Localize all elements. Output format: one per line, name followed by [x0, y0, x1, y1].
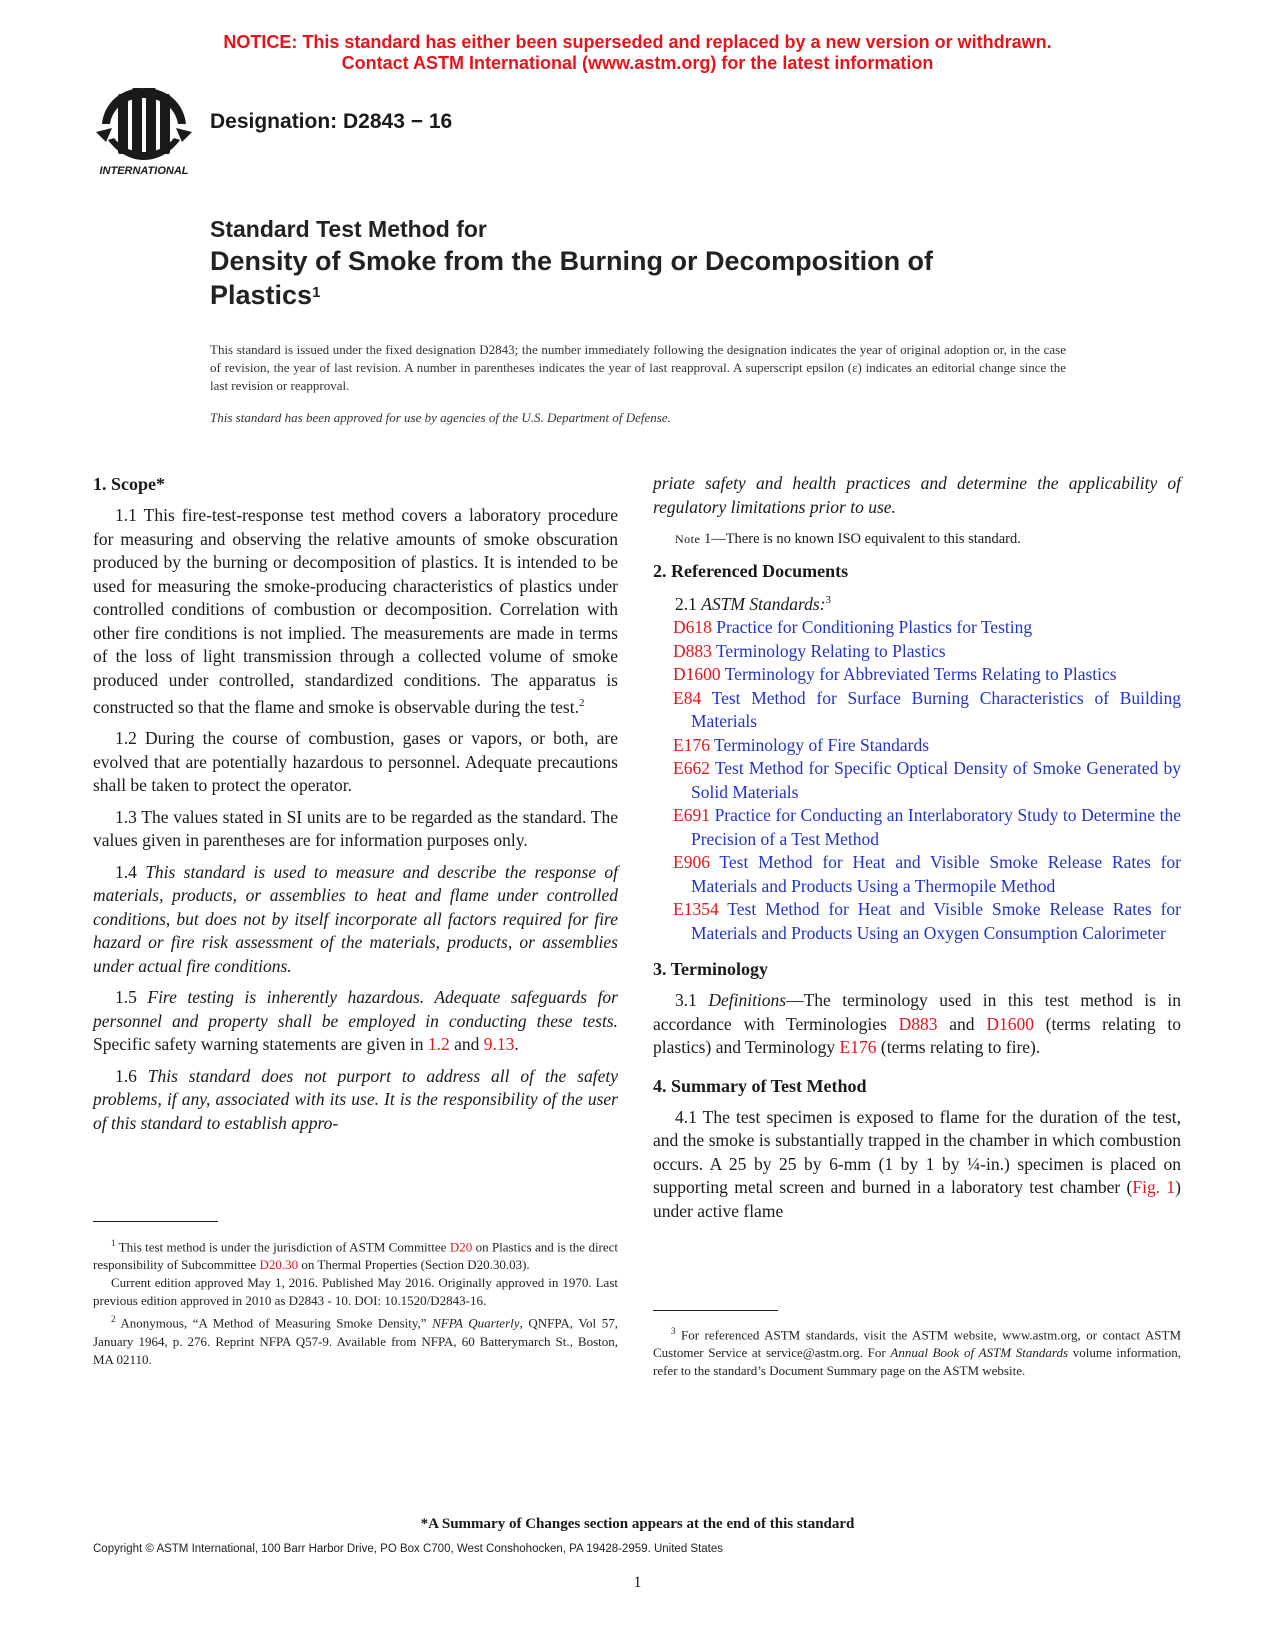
reference-code[interactable]: E176 [673, 734, 710, 755]
link-1-2[interactable]: 1.2 [427, 1034, 450, 1055]
reference-code[interactable]: E691 [673, 805, 710, 826]
reference-item[interactable] [653, 898, 1181, 945]
reference-code[interactable]: D618 [673, 617, 712, 638]
designation: Designation: D2843 − 16 [210, 110, 453, 133]
footnote-1-edition: Current edition approved May 1, 2016. Published May 2016. Originally approved in 1970. Last previous edition approved in 2010 as D2843 - 10. DOI: 10.1520/D2843-16. [93, 1275, 618, 1309]
reference-code[interactable]: E1354 [673, 899, 719, 920]
reference-title[interactable]: Terminology for Abbreviated Terms Relating to Plastics [724, 664, 1117, 685]
logo-text: INTERNATIONAL [99, 165, 189, 177]
dod-statement: This standard has been approved for use by agencies of the U.S. Department of Defense. [210, 410, 671, 425]
reference-title[interactable]: Practice for Conditioning Plastics for Testing [716, 617, 1033, 638]
reference-item[interactable] [653, 616, 1181, 640]
reference-code[interactable]: D1600 [673, 664, 721, 685]
title-line-2: Density of Smoke from the Burning or Decomposition of [210, 246, 934, 276]
astm-logo [88, 80, 200, 180]
section-terminology-heading: 3. Terminology [653, 959, 769, 980]
title-line-1: Standard Test Method for [210, 216, 487, 242]
reference-title[interactable]: Test Method for Heat and Visible Smoke Release Rates for Materials and Products Using an Oxygen Consumption Calorimeter [691, 899, 1181, 943]
reference-item[interactable] [653, 757, 1181, 804]
reference-code[interactable]: E84 [673, 687, 702, 708]
note-1: Note 1—There is no known ISO equivalent to this standard. [675, 531, 1021, 547]
para-1-4: 1.4 This standard is used to measure and describe the response of materials, products, or assemblies to heat and flame under controlled conditions, but does not by itself incorporate all factors required for fire hazard or fire risk assessment of the materials, products, or assemblies under actual fire conditions. [93, 861, 619, 976]
link-d20[interactable]: D20 [449, 1239, 473, 1255]
section-scope-heading: 1. Scope* [93, 474, 165, 494]
link-d1600[interactable]: D1600 [986, 1013, 1034, 1034]
reference-title[interactable]: Test Method for Specific Optical Density of Smoke Generated by Solid Materials [691, 758, 1181, 802]
para-3-1: 3.1 Definitions—The terminology used in this test method is in accordance with Terminologies D883 and D1600 (terms relating to plastics) and Terminology E176 (terms relating to fire). [653, 990, 1182, 1058]
reference-title[interactable]: Terminology Relating to Plastics [715, 640, 946, 661]
reference-item[interactable] [653, 804, 1181, 851]
para-1-2: 1.2 During the course of combustion, gases or vapors, or both, are evolved that are potentially hazardous to personnel. Adequate precautions shall be taken to protect the operator. [93, 728, 618, 796]
reference-item[interactable] [653, 851, 1181, 898]
changes-summary-note: *A Summary of Changes section appears at the end of this standard [420, 1516, 855, 1532]
footnote-2: $^2$ Anonymous, “A Method of Measuring Smoke Density,” NFPA Quarterly, QNFPA, Vol 57, January 1964, p. 276. Reprint NFPA Q57-9. Available from NFPA, 60 Batterymarch St., Boston, MA 02110. [93, 1314, 618, 1367]
reference-title[interactable]: Practice for Conducting an Interlaboratory Study to Determine the Precision of a Test Method [691, 805, 1181, 849]
footnote-3: $^3$ For referenced ASTM standards, visit the ASTM website, www.astm.org, or contact ASTM Customer Service at service@astm.org. For Annual Book of ASTM Standards volume information, refer to the standard’s Document Summary page on the ASTM website. [653, 1326, 1182, 1379]
reference-code[interactable]: E906 [673, 852, 710, 873]
reference-item[interactable] [653, 734, 1181, 758]
reference-title[interactable]: Test Method for Heat and Visible Smoke Release Rates for Materials and Products Using a Thermopile Method [691, 852, 1181, 896]
para-1-6-continued: priate safety and health practices and determine the applicability of regulatory limitations prior to use. [653, 473, 1181, 517]
reference-title[interactable]: Test Method for Surface Burning Characteristics of Building Materials [691, 687, 1182, 732]
right-column [653, 472, 1181, 1223]
para-1-5: 1.5 Fire testing is inherently hazardous. Adequate safeguards for personnel and property shall be employed in conducting these tests. Specific safety warning statements are given in 1.2 and 9.13. [93, 987, 618, 1055]
document-title [210, 214, 933, 312]
link-9-13[interactable]: 9.13 [483, 1034, 515, 1055]
notice-line-2: Contact ASTM International (www.astm.org) for the latest information [341, 53, 934, 73]
astm-standards-label: 2.1 ASTM Standards:$^3$ [675, 593, 832, 614]
link-d883[interactable]: D883 [898, 1013, 938, 1034]
para-1-1: 1.1 This fire-test-response test method covers a laboratory procedure for measuring and observing the relative amounts of smoke obscuration produced by the burning or decomposition of plastics. It is intended to be used for measuring the smoke-producing characteristics of plastics under controlled conditions of combustion or decomposition. Correlation with other fire conditions is not implied. The measurements are made in terms of the loss of light transmission through a collected volume of smoke produced under controlled, standardized conditions. The apparatus is constructed so that the flame and smoke is observable during the test.$^2$ [93, 505, 618, 717]
title-footnote-mark: 1 [312, 284, 321, 301]
link-fig-1[interactable]: Fig. 1 [1132, 1177, 1176, 1198]
title-line-3: Plastics [210, 280, 313, 310]
notice-line-1: NOTICE: This standard has either been superseded and replaced by a new version or withdrawn. [223, 32, 1052, 52]
para-1-6: 1.6 This standard does not purport to address all of the safety problems, if any, associated with its use. It is the responsibility of the user of this standard to establish appro- [93, 1065, 618, 1133]
reference-item[interactable] [653, 640, 1181, 664]
reference-title[interactable]: Terminology of Fire Standards [714, 734, 930, 755]
footnotes-right [653, 1322, 1181, 1380]
copyright: Copyright © ASTM International, 100 Barr Harbor Drive, PO Box C700, West Conshohocken, PA 19428-2959. United States [93, 1543, 724, 1555]
reference-code[interactable]: E662 [673, 758, 710, 779]
footnote-rule-left [93, 1221, 218, 1222]
footnotes-left [93, 1234, 618, 1369]
reference-item[interactable] [653, 663, 1181, 687]
para-1-3: 1.3 The values stated in SI units are to be regarded as the standard. The values given in parentheses are for information purposes only. [93, 806, 618, 851]
para-4-1: 4.1 The test specimen is exposed to flame for the duration of the test, and the smoke is substantially trapped in the chamber in which combustion occurs. A 25 by 25 by 6-mm (1 by 1 by ¼-in.) specimen is placed on supporting metal screen and burned in a laboratory test chamber (Fig. 1) under active flame [653, 1106, 1181, 1221]
page-number: 1 [633, 1574, 642, 1591]
reference-list [653, 616, 1181, 945]
reference-code[interactable]: D883 [673, 640, 712, 661]
link-d20-30[interactable]: D20.30 [259, 1257, 299, 1273]
section-referenced-heading: 2. Referenced Documents [653, 561, 849, 581]
issuance-statement: This standard is issued under the fixed designation D2843; the number immediately following the designation indicates the year of original adoption or, in the case of revision, the year of last revision. A number in parentheses indicates the year of last reapproval. A superscript epsilon (ε) indicates an editorial change since the last revision or reapproval. [210, 342, 1066, 393]
footnote-1: $^1$ This test method is under the jurisdiction of ASTM Committee D20 on Plastics and is the direct responsibility of Subcommittee D20.30 on Thermal Properties (Section D20.30.03). [93, 1238, 619, 1273]
withdrawn-notice [0, 32, 1275, 74]
section-summary-heading: 4. Summary of Test Method [653, 1075, 867, 1096]
link-e176[interactable]: E176 [839, 1037, 877, 1058]
reference-item[interactable] [653, 687, 1181, 734]
left-column [93, 472, 618, 1135]
footnote-rule-right [653, 1310, 778, 1311]
